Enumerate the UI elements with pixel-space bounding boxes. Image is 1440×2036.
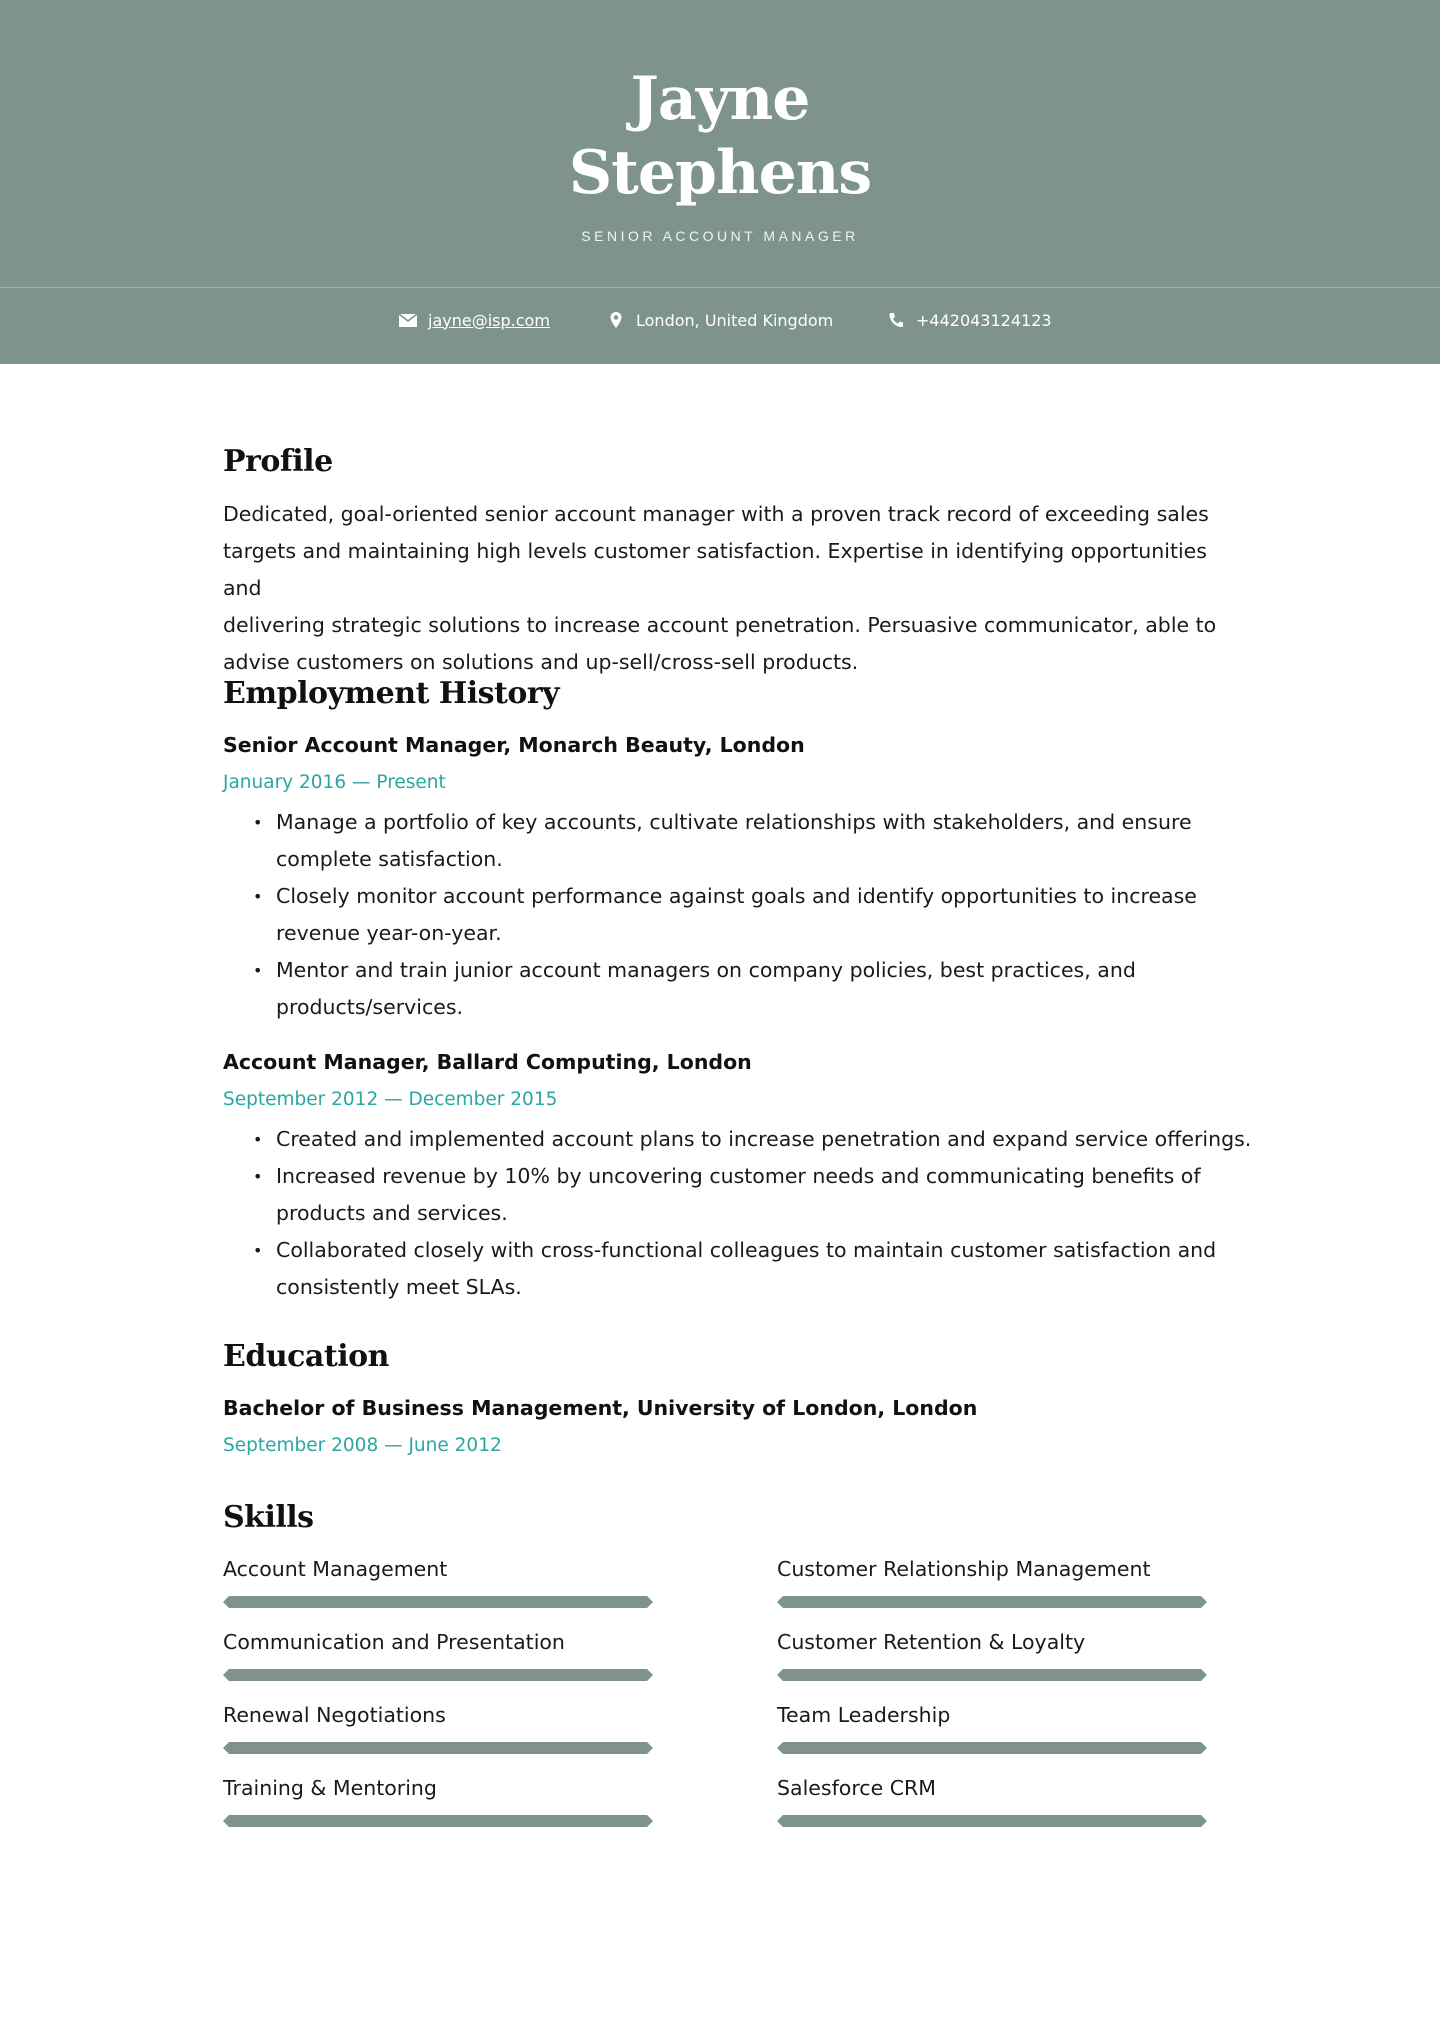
profile-text: [223, 496, 1223, 681]
profile-line: advise customers on solutions and up-sell/cross-sell products.: [223, 650, 859, 674]
contact-location: [606, 308, 833, 332]
bullet-line: complete satisfaction.: [276, 847, 503, 871]
job-bullet: [253, 952, 1253, 1026]
job-title: SENIOR ACCOUNT MANAGER: [581, 228, 859, 244]
skill-bar: [777, 1669, 1207, 1681]
job-dates: January 2016 — Present: [223, 772, 446, 793]
bullet-line: Created and implemented account plans to increase penetration and expand service offerings.: [276, 1127, 1252, 1151]
skill-name: Customer Relationship Management: [777, 1557, 1151, 1581]
job-bullet: [253, 804, 1253, 878]
contact-phone: [886, 308, 1052, 332]
skills-title: Skills: [223, 1500, 314, 1535]
job-bullet: [253, 1121, 1253, 1158]
phone-icon: [886, 310, 906, 330]
skill-bar: [223, 1669, 653, 1681]
profile-line: Dedicated, goal-oriented senior account manager with a proven track record of exceeding sales: [223, 502, 1209, 526]
job-bullet: [253, 878, 1253, 952]
job-dates: September 2012 — December 2015: [223, 1089, 558, 1110]
skill-name: Salesforce CRM: [777, 1776, 936, 1800]
bullet-line: Collaborated closely with cross-functional colleagues to maintain customer satisfaction and: [276, 1238, 1217, 1262]
education-title: Education: [223, 1339, 389, 1374]
contact-email[interactable]: [398, 308, 550, 332]
profile-title: Profile: [223, 444, 333, 479]
bullet-line: Mentor and train junior account managers on company policies, best practices, and: [276, 958, 1136, 982]
phone-text: +442043124123: [916, 310, 1052, 330]
bullet-line: Increased revenue by 10% by uncovering customer needs and communicating benefits of: [276, 1164, 1201, 1188]
skill-bar: [777, 1815, 1207, 1827]
location-pin-icon: [606, 310, 626, 330]
skill-name: Training & Mentoring: [223, 1776, 437, 1800]
bullet-line: products and services.: [276, 1201, 508, 1225]
bullet-line: revenue year-on-year.: [276, 921, 502, 945]
skill-bar: [223, 1815, 653, 1827]
bullet-line: consistently meet SLAs.: [276, 1275, 522, 1299]
skill-bar: [223, 1596, 653, 1608]
skill-bar: [777, 1742, 1207, 1754]
employment-title: Employment History: [223, 676, 560, 711]
bullet-line: products/services.: [276, 995, 464, 1019]
job-bullet-list: [253, 1121, 1253, 1306]
skill-name: Communication and Presentation: [223, 1630, 565, 1654]
job-heading: Senior Account Manager, Monarch Beauty, London: [223, 733, 805, 757]
last-name: Stephens: [568, 138, 872, 208]
header-divider: [0, 287, 1440, 288]
mail-icon: [398, 310, 418, 330]
bullet-line: Manage a portfolio of key accounts, cultivate relationships with stakeholders, and ensure: [276, 810, 1192, 834]
resume-header: [0, 0, 1440, 364]
skill-name: Team Leadership: [777, 1703, 951, 1727]
skill-name: Renewal Negotiations: [223, 1703, 446, 1727]
first-name: Jayne: [630, 64, 810, 134]
education-heading: Bachelor of Business Management, University of London, London: [223, 1396, 978, 1420]
bullet-line: Closely monitor account performance against goals and identify opportunities to increase: [276, 884, 1197, 908]
skill-name: Customer Retention & Loyalty: [777, 1630, 1086, 1654]
candidate-name: [0, 62, 1440, 210]
job-bullet: [253, 1232, 1253, 1306]
location-text: London, United Kingdom: [636, 310, 834, 330]
skill-bar: [777, 1596, 1207, 1608]
email-link[interactable]: jayne@isp.com: [428, 310, 550, 330]
job-bullet: [253, 1158, 1253, 1232]
skill-name: Account Management: [223, 1557, 448, 1581]
job-heading: Account Manager, Ballard Computing, London: [223, 1050, 752, 1074]
profile-line: delivering strategic solutions to increase account penetration. Persuasive communicator, able to: [223, 613, 1217, 637]
job-bullet-list: [253, 804, 1253, 1026]
skill-bar: [223, 1742, 653, 1754]
profile-line: targets and maintaining high levels customer satisfaction. Expertise in identifying opportunities and: [223, 539, 1207, 600]
education-dates: September 2008 — June 2012: [223, 1435, 502, 1456]
